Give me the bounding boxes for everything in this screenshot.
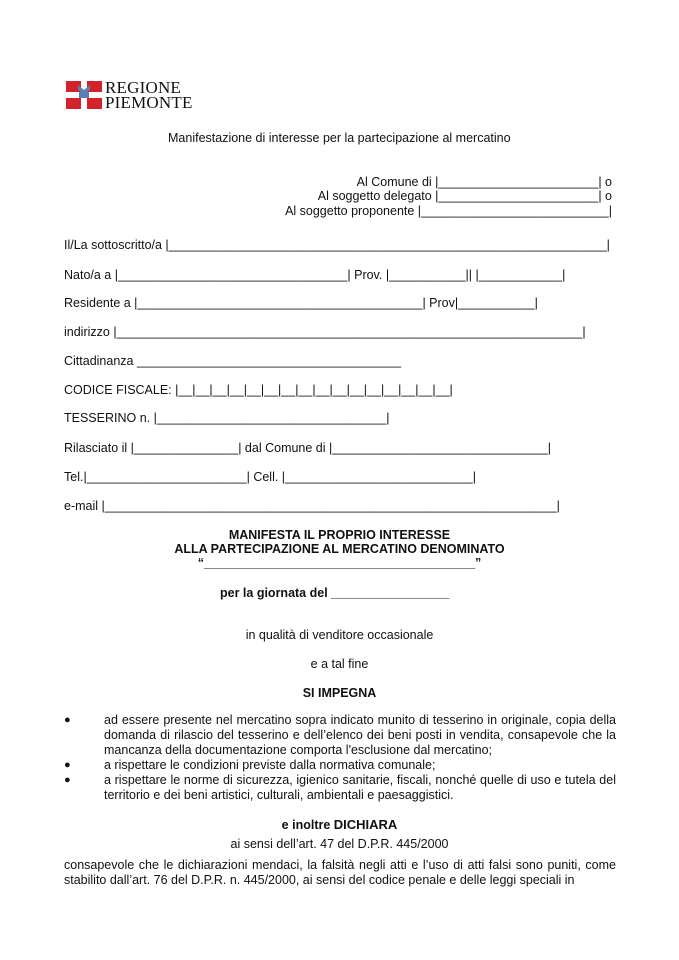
list-item	[64, 713, 616, 758]
field-indirizzo[interactable]: indirizzo |___________________________________________________________________|	[64, 325, 586, 339]
list-item	[64, 773, 616, 803]
field-rilasciato[interactable]: Rilasciato il |_______________| dal Comune di |_______________________________|	[64, 441, 552, 455]
field-sottoscritto[interactable]: Il/La sottoscritto/a |_______________________________________________________________|	[64, 238, 610, 252]
manifesta-heading-2: ALLA PARTECIPAZIONE AL MERCATINO DENOMINATO	[174, 542, 505, 556]
field-nato[interactable]: Nato/a a |_________________________________| Prov. |___________|| |____________|	[64, 268, 566, 282]
field-email[interactable]: e-mail |_________________________________________________________________|	[64, 499, 560, 513]
mercatino-name-field[interactable]: “_______________________________________”	[197, 556, 482, 570]
field-codice-fiscale[interactable]: CODICE FISCALE: |__|__|__|__|__|__|__|__|__|__|__|__|__|__|__|__|	[64, 383, 453, 397]
dichiara-heading	[0, 817, 679, 832]
recipient-proponente: Al soggetto proponente |___________________________|	[285, 204, 612, 218]
fine-text: e a tal fine	[310, 657, 369, 671]
recipient-comune: Al Comune di |_______________________| o	[356, 175, 612, 189]
impegni-list	[64, 713, 616, 803]
logo-line-2: PIEMONTE	[105, 93, 193, 112]
bullet-icon: ●	[64, 714, 71, 726]
list-item-text: a rispettare le condizioni previste dalla normativa comunale;	[104, 758, 436, 772]
si-impegna-heading: SI IMPEGNA	[302, 686, 377, 700]
giornata-field[interactable]: per la giornata del _________________	[220, 586, 450, 600]
field-tel[interactable]: Tel.|_______________________| Cell. |___________________________|	[64, 470, 476, 484]
list-item	[64, 758, 616, 773]
dichiara-word: DICHIARA	[333, 817, 398, 832]
field-tesserino[interactable]: TESSERINO n. |_________________________________|	[64, 411, 390, 425]
logo-line-1: REGIONE	[105, 78, 181, 97]
field-cittadinanza[interactable]: Cittadinanza ______________________________________	[64, 354, 402, 368]
list-item-text: a rispettare le norme di sicurezza, igienico sanitarie, fiscali, nonché quelle di uso e tutela del territorio e dei beni artistici, culturali, ambientali e paesaggistici.	[104, 773, 616, 802]
dichiara-prefix: e inoltre	[281, 818, 334, 832]
logo-text	[105, 80, 193, 110]
regione-piemonte-logo	[66, 80, 193, 110]
ai-sensi-text: ai sensi dell’art. 47 del D.P.R. 445/2000	[230, 837, 449, 851]
qualita-text: in qualità di venditore occasionale	[245, 628, 434, 642]
regione-emblem-icon	[66, 81, 102, 109]
bullet-icon: ●	[64, 759, 71, 771]
consapevole-paragraph: consapevole che le dichiarazioni mendaci, la falsità negli atti e l’uso di atti falsi sono puniti, come stabilito dall’art. 76 del D.P.R. n. 445/2000, ai sensi del codice penale e delle leggi speciali in	[64, 858, 616, 887]
document-title: Manifestazione di interesse per la partecipazione al mercatino	[168, 131, 511, 145]
recipient-delegato: Al soggetto delegato |_______________________| o	[317, 189, 612, 203]
manifesta-heading-1: MANIFESTA IL PROPRIO INTERESSE	[228, 528, 451, 542]
bullet-icon: ●	[64, 774, 71, 786]
field-residente[interactable]: Residente a |_________________________________________| Prov|___________|	[64, 296, 538, 310]
list-item-text: ad essere presente nel mercatino sopra indicato munito di tesserino in originale, copia della domanda di rilascio del tesserino e dell’elenco dei beni posti in vendita, consapevole che la mancanza della documentazione comporta l'esclusione dal mercatino;	[104, 713, 616, 757]
